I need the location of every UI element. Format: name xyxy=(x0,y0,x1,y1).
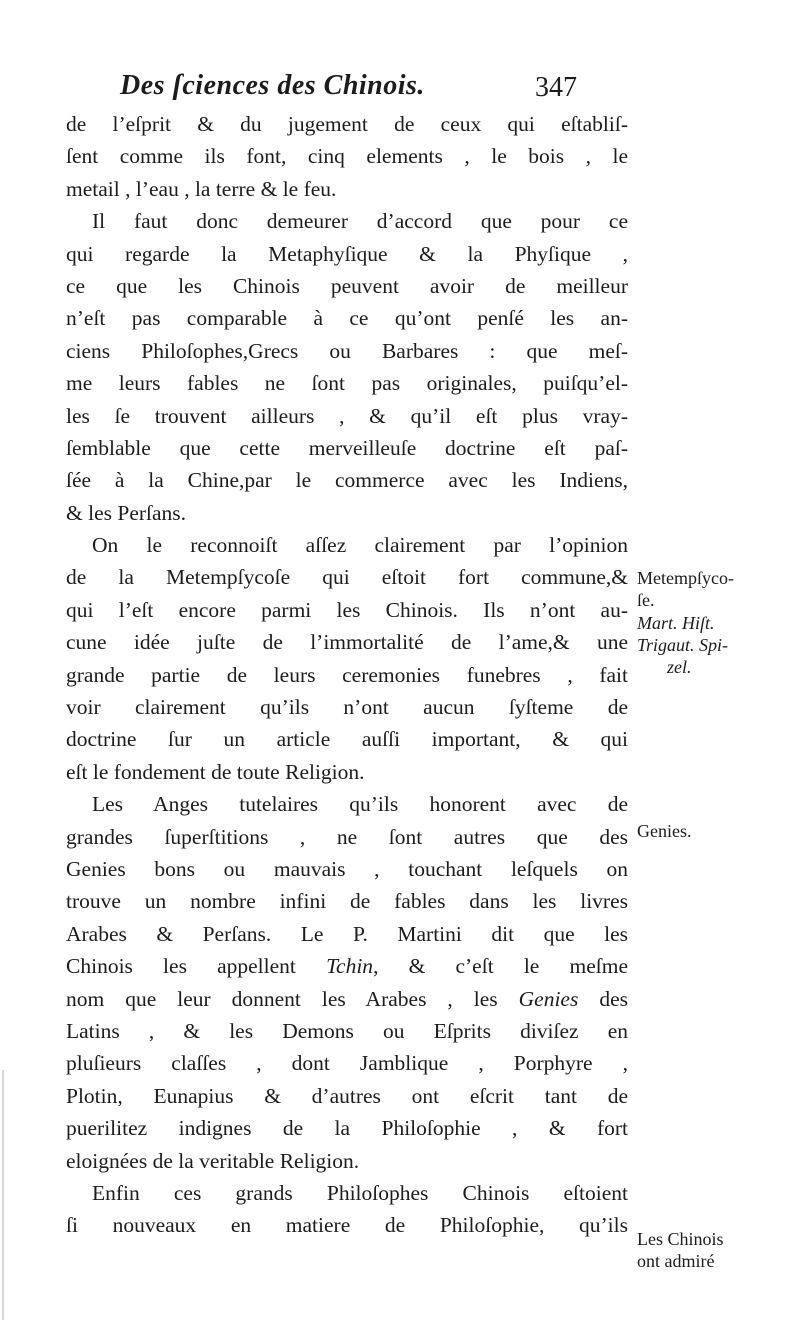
text-line: n’eſt pas comparable à ce qu’ont penſé les an- xyxy=(66,306,628,331)
text-segment: nom que leur donnent les Arabes , les xyxy=(66,986,498,1011)
text-segment: des xyxy=(599,986,628,1011)
text-segment: , & c’eſt le meſme xyxy=(373,954,628,979)
margin-note-genies xyxy=(637,820,691,842)
margin-note-line: zel. xyxy=(667,657,692,677)
running-head xyxy=(0,70,800,110)
text-line xyxy=(66,950,628,982)
margin-note-metempsycose xyxy=(637,567,734,611)
text-line: puerilitez indignes de la Philoſophie , & fort xyxy=(66,1116,628,1141)
text-line: de la Metempſycoſe qui eſtoit fort commune,& xyxy=(66,565,628,590)
text-line: les ſe trouvent ailleurs , & qu’il eſt plus vray- xyxy=(66,403,628,428)
text-line: ſent comme ils font, cinq elements , le bois , le xyxy=(66,144,628,169)
text-line: Enfin ces grands Philoſophes Chinois eſtoient xyxy=(92,1180,628,1205)
text-line: eloignées de la veritable Religion. xyxy=(66,1148,360,1173)
text-line: ſi nouveaux en matiere de Philoſophie, qu’ils xyxy=(66,1213,628,1238)
text-line: ſée à la Chine,par le commerce avec les Indiens, xyxy=(66,468,628,493)
text-line: ce que les Chinois peuvent avoir de meilleur xyxy=(66,273,628,298)
text-line: ciens Philoſophes,Grecs ou Barbares : que meſ- xyxy=(66,338,628,363)
text-segment: Chinois les appellent xyxy=(66,954,296,979)
text-line: ſemblable que cette merveilleuſe doctrine eſt paſ- xyxy=(66,435,628,460)
text-line: me leurs fables ne ſont pas originales, puiſqu’el- xyxy=(66,371,628,396)
text-line: de l’eſprit & du jugement de ceux qui eſtabliſ- xyxy=(66,112,628,136)
text-line: eſt le fondement de toute Religion. xyxy=(66,759,365,784)
running-title: Des ſciences des Chinois. xyxy=(120,70,425,101)
text-line: Arabes & Perſans. Le P. Martini dit que les xyxy=(66,921,628,946)
margin-note-line: ont admiré xyxy=(637,1251,715,1271)
margin-note-line: ſe. xyxy=(637,590,655,610)
text-line: qui l’eſt encore parmi les Chinois. Ils n’ont au- xyxy=(66,597,628,622)
margin-note-references xyxy=(637,612,728,678)
text-line xyxy=(66,983,628,1015)
text-line: pluſieurs claſſes , dont Jamblique , Porphyre , xyxy=(66,1051,628,1076)
body-text xyxy=(66,108,628,1242)
margin-note-line: Metempſyco- xyxy=(637,568,734,588)
margin-note-line: Genies. xyxy=(637,821,692,841)
text-line: Latins , & les Demons ou Eſprits diviſez en xyxy=(66,1018,628,1043)
margin-note-line: Mart. Hiſt. xyxy=(637,613,715,633)
text-line: doctrine ſur un article auſſi important, & qui xyxy=(66,727,628,752)
text-line: Plotin, Eunapius & d’autres ont eſcrit tant de xyxy=(66,1083,628,1108)
text-line: On le reconnoiſt aſſez clairement par l’opinion xyxy=(92,533,628,558)
text-line: Genies bons ou mauvais , touchant leſquels on xyxy=(66,856,628,881)
text-line: grandes ſuperſtitions , ne ſont autres que des xyxy=(66,824,628,849)
text-line: cune idée juſte de l’immortalité de l’ame,& une xyxy=(66,630,628,655)
text-line: trouve un nombre infini de fables dans les livres xyxy=(66,889,628,914)
margin-note-les-chinois xyxy=(637,1228,724,1272)
page-number: 347 xyxy=(535,72,577,103)
text-line: Les Anges tutelaires qu’ils honorent avec de xyxy=(92,792,628,817)
term-genies: Genies xyxy=(518,986,579,1011)
text-line: metail , l’eau , la terre & le feu. xyxy=(66,176,337,201)
margin-note-line: Les Chinois xyxy=(637,1229,724,1249)
term-tchin: Tchin xyxy=(326,954,374,979)
text-line: qui regarde la Metaphyſique & la Phyſique , xyxy=(66,241,628,266)
text-line: Il faut donc demeurer d’accord que pour ce xyxy=(92,209,628,234)
text-line: voir clairement qu’ils n’ont aucun ſyſteme de xyxy=(66,695,628,720)
margin-note-line: Trigaut. Spi- xyxy=(637,635,729,655)
page-edge-shadow xyxy=(2,1070,4,1320)
text-line: grande partie de leurs ceremonies funebres , fait xyxy=(66,662,628,687)
text-line: & les Perſans. xyxy=(66,500,187,525)
